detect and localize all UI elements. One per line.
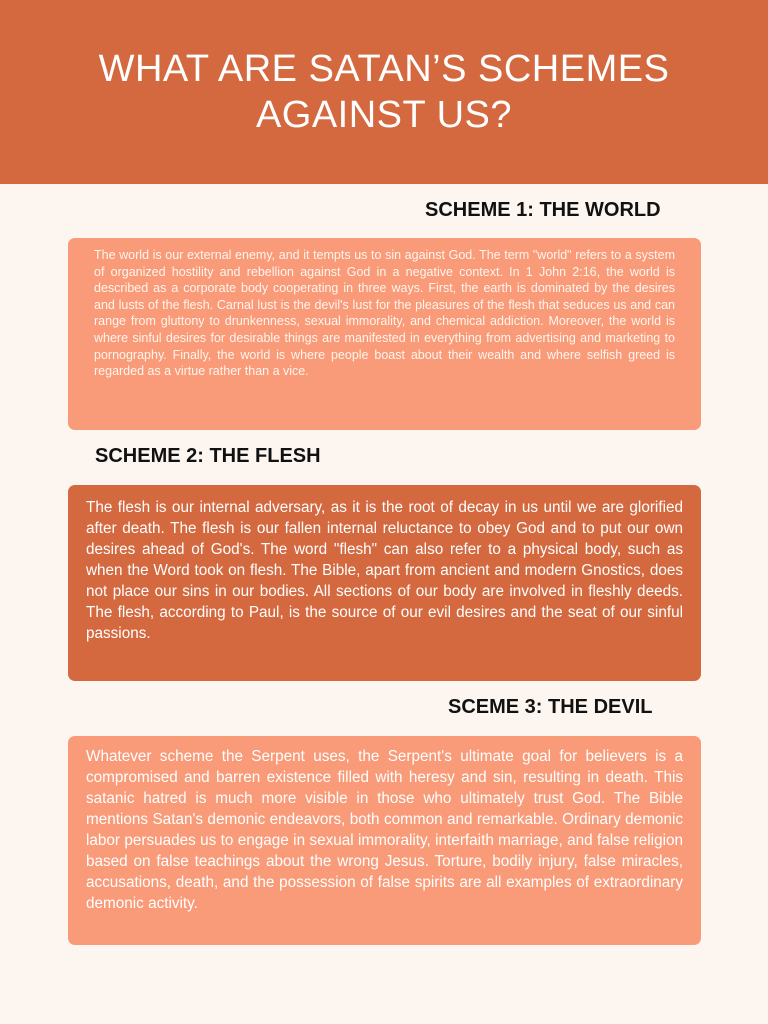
scheme-2-heading: SCHEME 2: THE FLESH [95,445,321,467]
scheme-3-text: Whatever scheme the Serpent uses, the Serpent's ultimate goal for believers is a compromised and barren existence filled with heresy and sin, resulting in death. This satanic hatred is much more visible in those who ultimately trust God. The Bible mentions Satan's demonic endeavors, both common and remarkable. Ordinary demonic labor persuades us to engage in sexual immorality, interfaith marriage, and false religion based on false teachings about the wrong Jesus. Torture, bodily injury, false miracles, accusations, death, and the possession of false spirits are all examples of extraordinary demonic activity. [86,748,683,912]
page-header [0,0,768,184]
scheme-1-text: The world is our external enemy, and it tempts us to sin against God. The term "world" refers to a system of organized hostility and rebellion against God in a negative context. In 1 John 2:16, the world is described as a corporate body cooperating in three ways. First, the earth is dominated by the desires and lusts of the flesh. Carnal lust is the devil's lust for the pleasures of the flesh that seduces us and can range from gluttony to drunkenness, sexual immorality, and chemical addiction. Moreover, the world is where sinful desires for desirable things are manifested in everything from advertising and marketing to pornography. Finally, the world is where people boast about their wealth and where selfish greed is regarded as a virtue rather than a vice. [94,248,675,379]
scheme-3-box [68,736,701,945]
scheme-2-box [68,485,701,681]
scheme-2-text: The flesh is our internal adversary, as it is the root of decay in us until we are glorified after death. The flesh is our fallen internal reluctance to obey God and to put our own desires ahead of God's. The word "flesh" can also refer to a physical body, such as when the Word took on flesh. The Bible, apart from ancient and modern Gnostics, does not place our sins in our bodies. All sections of our body are involved in fleshly deeds. The flesh, according to Paul, is the source of our evil desires and the seat of our sinful passions. [86,499,683,642]
scheme-1-heading: SCHEME 1: THE WORLD [425,199,661,221]
scheme-3-heading: SCEME 3: THE DEVIL [448,696,653,718]
page-title: WHAT ARE SATAN’S SCHEMES AGAINST US? [98,48,670,136]
scheme-1-box [68,238,701,430]
